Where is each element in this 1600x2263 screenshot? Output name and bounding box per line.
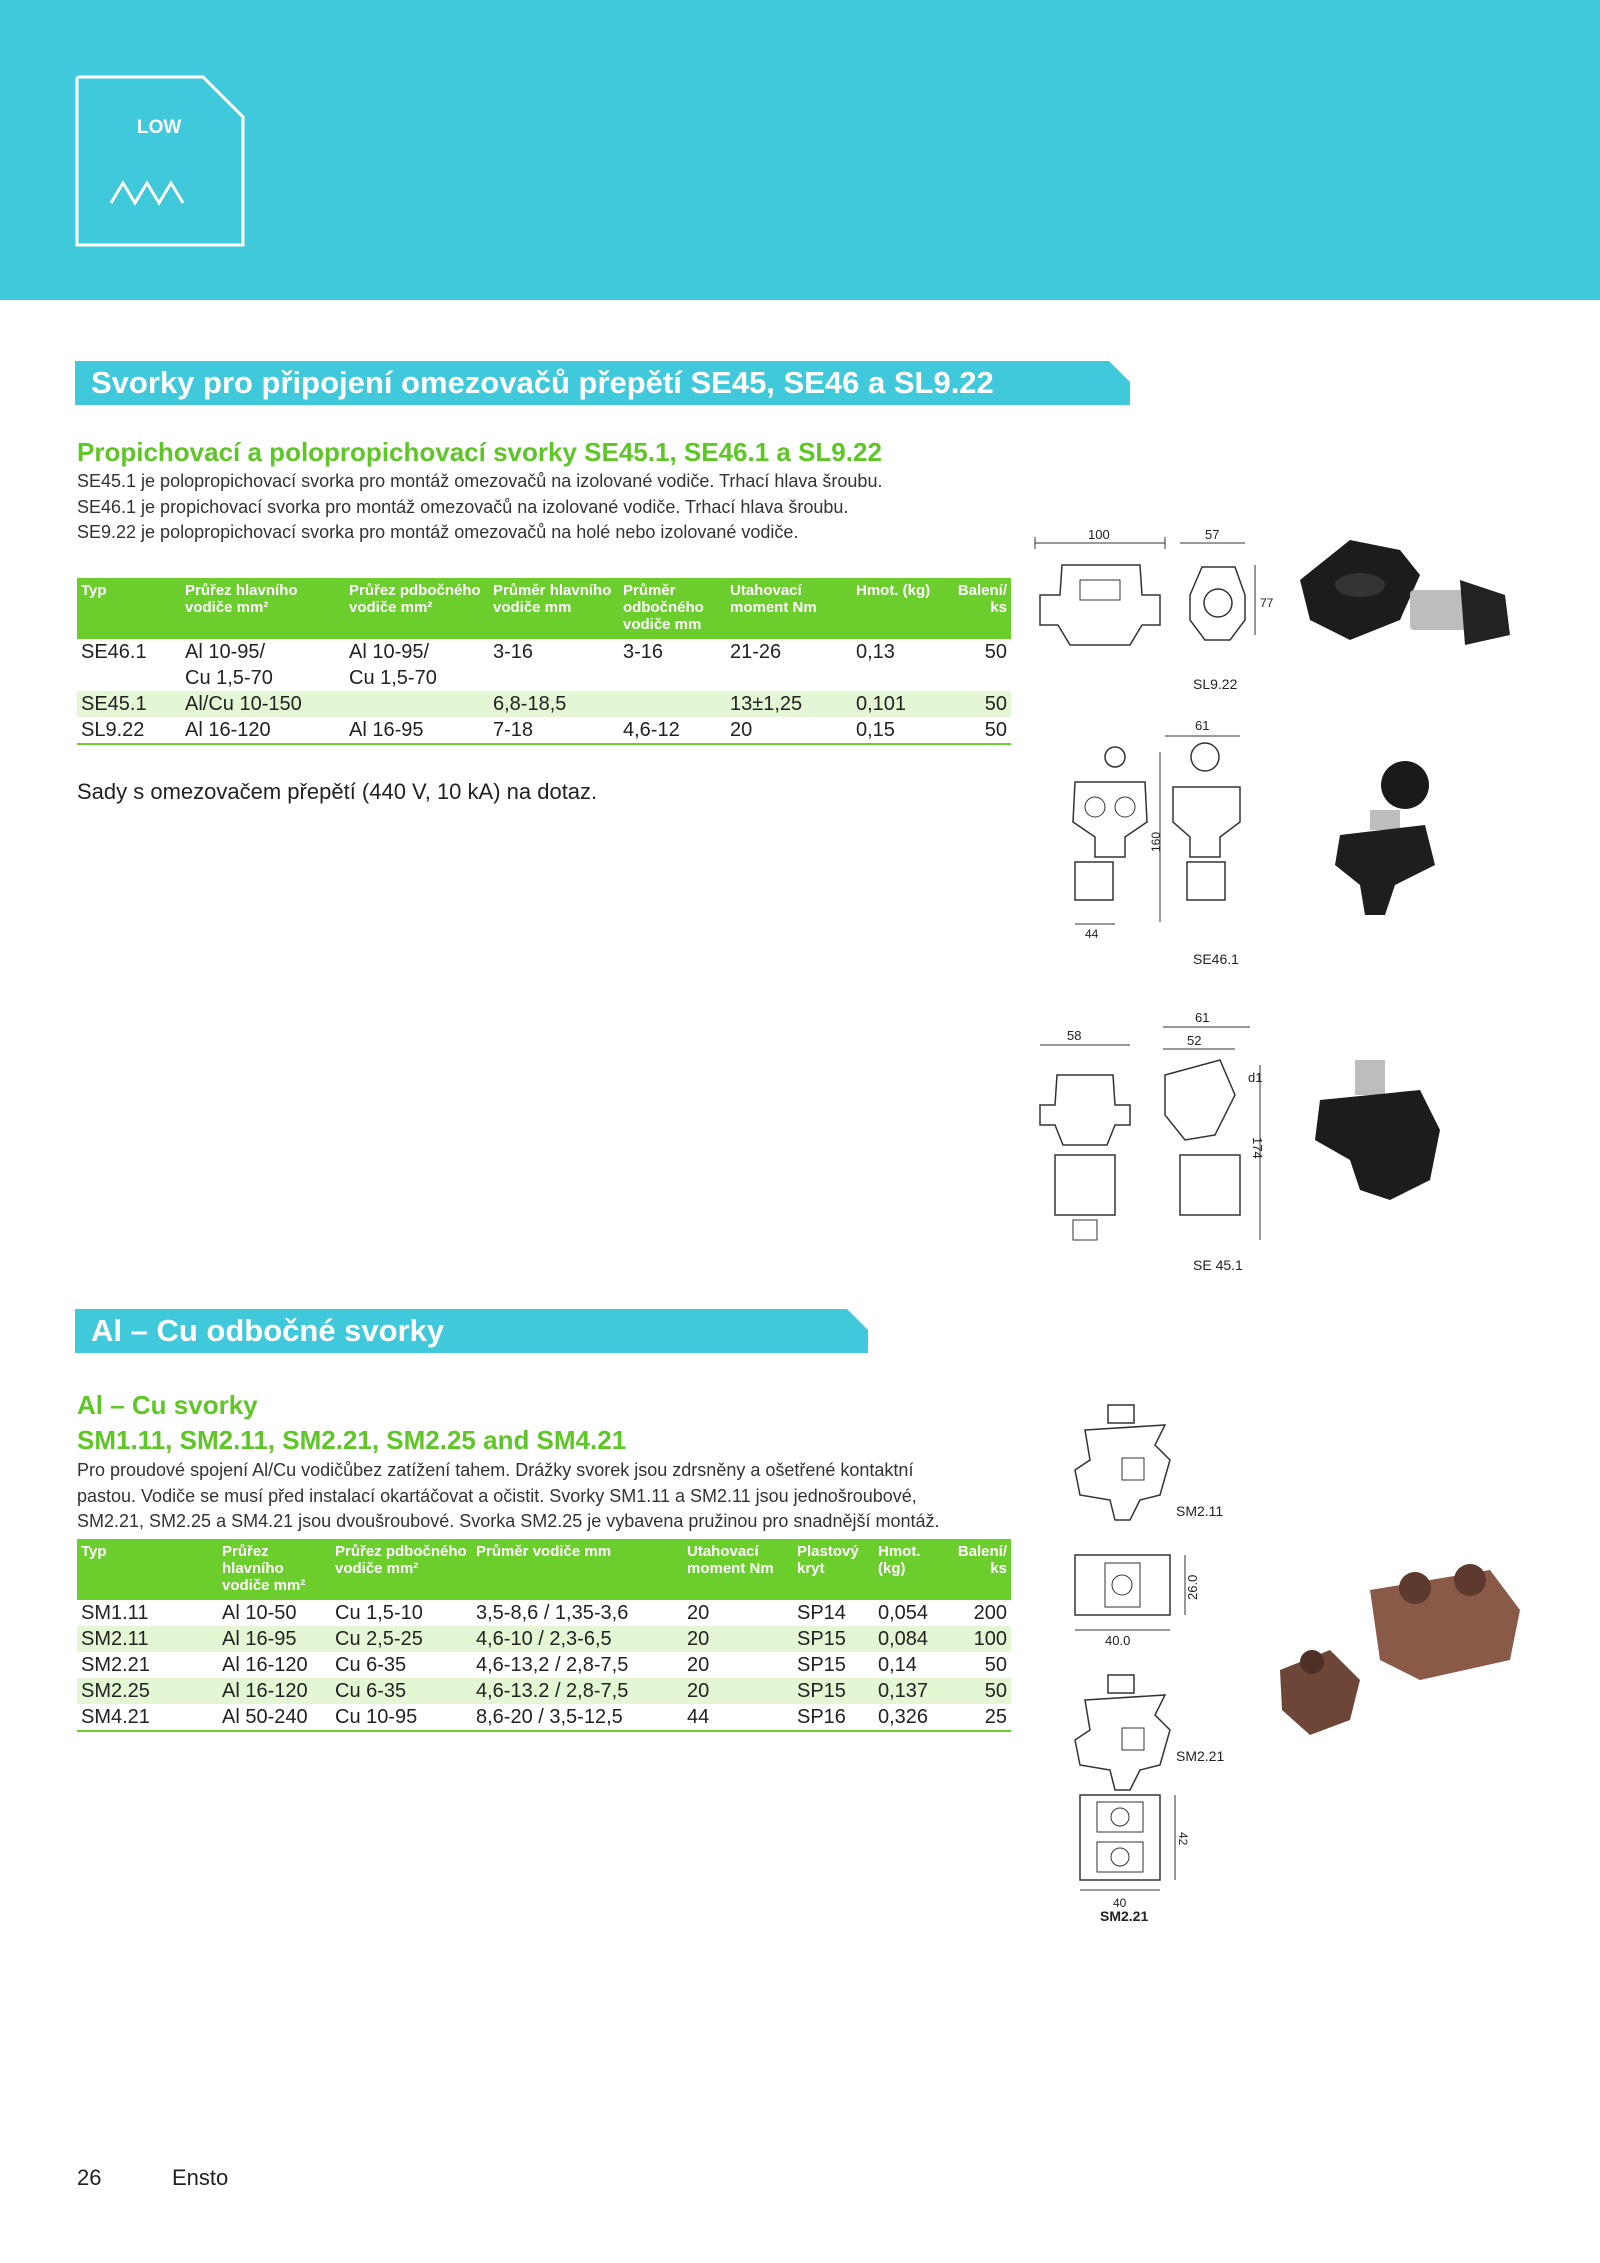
table-cell: SP15 — [793, 1678, 874, 1704]
dim-label: 160 — [1149, 831, 1163, 852]
kit-note: Sady s omezovačem přepětí (440 V, 10 kA) na dotaz. — [77, 779, 598, 804]
table-cell: 20 — [687, 1654, 710, 1676]
table-cell: 0,137 — [874, 1678, 951, 1704]
dim-label: 61 — [1195, 1010, 1210, 1025]
description-line: SE46.1 je propichovací svorka pro montáž omezovačů na izolované vodiče. Trhací hlava šroubu. — [77, 496, 849, 517]
col-header: Plastový kryt — [793, 1539, 874, 1600]
table-row — [77, 1704, 1011, 1731]
table-cell — [942, 665, 1011, 691]
badge-frame-icon — [75, 75, 245, 247]
figure-caption: SM2.11 — [1176, 1503, 1224, 1519]
col-header: Balení/ ks — [942, 578, 1011, 639]
table-row — [77, 1652, 1011, 1678]
table-cell: Al 10-95/ — [349, 641, 430, 663]
table-cell: 0,101 — [852, 691, 942, 717]
table-cell: 4,6-13.2 / 2,8-7,5 — [472, 1678, 683, 1704]
table-cell: 3,5-8,6 / 1,35-3,6 — [476, 1602, 629, 1624]
table-cell: Al 50-240 — [218, 1704, 331, 1731]
table-cell: SP15 — [793, 1626, 874, 1652]
table-row — [77, 1678, 1011, 1704]
table-cell: 7-18 — [489, 717, 619, 744]
table-cell: Al/Cu 10-150 — [181, 691, 345, 717]
dim-label: 40 — [1113, 1896, 1127, 1910]
col-header: Hmot. (kg) — [874, 1539, 951, 1600]
table-cell: Al 16-120 — [222, 1654, 308, 1676]
col-header: Průřez hlavního vodiče mm² — [181, 578, 345, 639]
table-cell: SE45.1 — [77, 691, 181, 717]
header-band — [0, 0, 1600, 300]
table-cell: 0,326 — [874, 1704, 951, 1731]
col-header: Průměr odbočného vodiče mm — [619, 578, 726, 639]
table-cell — [619, 665, 726, 691]
table-cell: 44 — [683, 1704, 793, 1731]
table-cell: 20 — [683, 1678, 793, 1704]
dim-label: 174 — [1250, 1137, 1265, 1159]
table-cell: 50 — [942, 717, 1011, 744]
section-title-text: Al – Cu odbočné svorky — [91, 1313, 445, 1348]
table-row — [77, 665, 1011, 691]
table-cell: 200 — [973, 1602, 1007, 1624]
badge-text: LOW — [137, 117, 182, 138]
se461-drawing — [1055, 712, 1275, 942]
table-cell: SE46.1 — [81, 641, 147, 663]
description-line: SE9.22 je polopropichovací svorka pro montáž omezovačů na holé nebo izolované vodiče. — [77, 522, 799, 542]
surge-description — [77, 469, 882, 546]
table-cell: 20 — [683, 1626, 793, 1652]
table-row — [77, 717, 1011, 744]
table-cell: 25 — [951, 1704, 1011, 1731]
subtitle-alcu-clamps: Al – Cu svorky — [77, 1390, 258, 1420]
table-cell: 0,054 — [878, 1602, 929, 1624]
table-cell: SM2.25 — [77, 1678, 218, 1704]
dim-label: 26.0 — [1185, 1574, 1200, 1600]
table-row — [77, 1626, 1011, 1652]
table-cell: 100 — [951, 1626, 1011, 1652]
col-header: Balení/ ks — [951, 1539, 1011, 1600]
col-header: Průřez pdbočného vodiče mm² — [345, 578, 489, 639]
table-cell: 4,6-10 / 2,3-6,5 — [472, 1626, 683, 1652]
sm221-top-drawing — [1075, 1790, 1205, 1915]
table-cell: Al 16-95 — [345, 717, 489, 744]
table-cell: 0,14 — [878, 1654, 917, 1676]
table-cell: Cu 6-35 — [335, 1654, 407, 1676]
dim-label: 52 — [1187, 1033, 1202, 1048]
table-cell: Cu 6-35 — [331, 1678, 472, 1704]
table-cell: SM2.21 — [81, 1654, 150, 1676]
alcu-clamps-photo — [1270, 1550, 1530, 1750]
alcu-description — [77, 1458, 940, 1535]
table-cell — [726, 665, 852, 691]
table-cell: Al 16-120 — [181, 717, 345, 744]
table-cell: Cu 2,5-25 — [331, 1626, 472, 1652]
wave-icon — [111, 183, 183, 203]
col-header: Utahovací moment Nm — [683, 1539, 793, 1600]
col-header: Průměr vodiče mm — [472, 1539, 683, 1600]
table-cell: 0,15 — [852, 717, 942, 744]
dim-label: 61 — [1195, 718, 1210, 733]
sm211-top-drawing — [1070, 1545, 1210, 1650]
table-cell: Al 10-50 — [222, 1602, 297, 1624]
sl922-drawing — [1030, 525, 1274, 675]
col-header: Typ — [77, 1539, 218, 1600]
table-cell: Cu 10-95 — [331, 1704, 472, 1731]
table-cell: Al 16-95 — [218, 1626, 331, 1652]
sm221-drawing — [1070, 1670, 1190, 1800]
figure-caption: SE 45.1 — [1193, 1257, 1243, 1273]
table-row — [77, 639, 1011, 665]
table-cell: 3-16 — [493, 641, 534, 663]
table-cell: 13±1,25 — [726, 691, 852, 717]
col-header: Průřez pdbočného vodiče mm² — [331, 1539, 472, 1600]
subtitle-surge-clamps: Propichovací a polopropichovací svorky SE45.1, SE46.1 a SL9.22 — [77, 437, 882, 467]
table-cell — [489, 665, 619, 691]
dim-label: 44 — [1085, 927, 1099, 941]
table-cell: 21-26 — [730, 641, 782, 663]
table-row — [77, 691, 1011, 717]
low-voltage-badge — [75, 75, 245, 247]
col-header: Hmot. (kg) — [852, 578, 942, 639]
table-cell: 20 — [687, 1602, 710, 1624]
table-cell: SP16 — [793, 1704, 874, 1731]
table-cell: 6,8-18,5 — [489, 691, 619, 717]
alcu-clamps-table — [77, 1539, 1011, 1732]
table-cell: Cu 1,5-70 — [349, 667, 437, 689]
table-cell: 3-16 — [623, 641, 664, 663]
dim-label: 57 — [1205, 527, 1220, 542]
description-line: Pro proudové spojení Al/Cu vodičůbez zatížení tahem. Drážky svorek jsou zdrsněny a ošetřené kontaktní — [77, 1460, 914, 1480]
col-header: Průměr hlavního vodiče mm — [489, 578, 619, 639]
table-header-row — [77, 578, 1011, 639]
table-cell: 8,6-20 / 3,5-12,5 — [472, 1704, 683, 1731]
section-title-text: Svorky pro připojení omezovačů přepětí SE45, SE46 a SL9.22 — [91, 365, 994, 400]
table-cell: SM1.11 — [81, 1602, 149, 1624]
dim-label: 58 — [1067, 1028, 1082, 1043]
table-cell: SL9.22 — [77, 717, 181, 744]
figure-caption: SM2.21 — [1176, 1748, 1225, 1764]
dim-label: 40.0 — [1105, 1633, 1131, 1648]
figure-caption: SL9.22 — [1193, 676, 1238, 692]
table-cell: 0,084 — [874, 1626, 951, 1652]
subtitle-alcu-models: SM1.11, SM2.11, SM2.21, SM2.25 and SM4.21 — [77, 1425, 627, 1455]
table-cell: Al 10-95/ — [185, 641, 266, 663]
dim-label: 77 — [1260, 596, 1274, 610]
table-cell: 50 — [984, 641, 1007, 663]
description-line: SE45.1 je polopropichovací svorka pro montáž omezovačů na izolované vodiče. Trhací hlava šroubu. — [77, 471, 883, 491]
table-cell: 50 — [951, 1678, 1011, 1704]
table-cell — [852, 665, 942, 691]
page-number: 26 — [77, 2165, 102, 2190]
table-cell — [619, 691, 726, 717]
table-cell: SP15 — [797, 1654, 846, 1676]
dim-label: 100 — [1088, 527, 1110, 542]
col-header: Typ — [77, 578, 181, 639]
section-title-surge — [75, 361, 1130, 405]
dim-label: 42 — [1176, 1832, 1190, 1846]
se451-photo — [1300, 1050, 1450, 1210]
table-cell: Cu 1,5-10 — [335, 1602, 423, 1624]
table-cell: 50 — [984, 1654, 1007, 1676]
table-cell — [345, 691, 489, 717]
table-cell: 4,6-12 — [619, 717, 726, 744]
description-line: pastou. Vodiče se musí před instalací okartáčovat a očistit. Svorky SM1.11 a SM2.11 jsou jednošroubové, — [77, 1485, 917, 1506]
surge-clamps-table — [77, 578, 1011, 745]
table-cell: SM4.21 — [77, 1704, 218, 1731]
sl922-photo — [1290, 520, 1520, 660]
table-cell: Al 16-120 — [218, 1678, 331, 1704]
section-title-alcu — [75, 1309, 868, 1353]
se451-drawing — [1035, 1005, 1280, 1245]
table-cell: 4,6-13,2 / 2,8-7,5 — [476, 1654, 629, 1676]
dim-label: d1 — [1248, 1070, 1263, 1085]
table-cell: 50 — [942, 691, 1011, 717]
table-cell: 20 — [726, 717, 852, 744]
table-header-row — [77, 1539, 1011, 1600]
figure-caption: SM2.21 — [1100, 1908, 1149, 1924]
description-line: SM2.21, SM2.25 a SM4.21 jsou dvoušroubové. Svorka SM2.25 je vybavena pružinou pro snadnější montáž. — [77, 1511, 940, 1531]
brand-name: Ensto — [172, 2165, 229, 2190]
col-header: Utahovací moment Nm — [726, 578, 852, 639]
table-cell — [77, 665, 181, 691]
table-cell: SM2.11 — [77, 1626, 218, 1652]
table-cell: SP14 — [797, 1602, 846, 1624]
figure-caption: SE46.1 — [1193, 951, 1239, 967]
table-cell: 0,13 — [856, 641, 895, 663]
se461-photo — [1325, 755, 1445, 925]
sm211-drawing — [1070, 1400, 1190, 1530]
col-header: Průřez hlavního vodiče mm² — [218, 1539, 331, 1600]
table-row — [77, 1600, 1011, 1626]
table-cell: Cu 1,5-70 — [185, 667, 273, 689]
